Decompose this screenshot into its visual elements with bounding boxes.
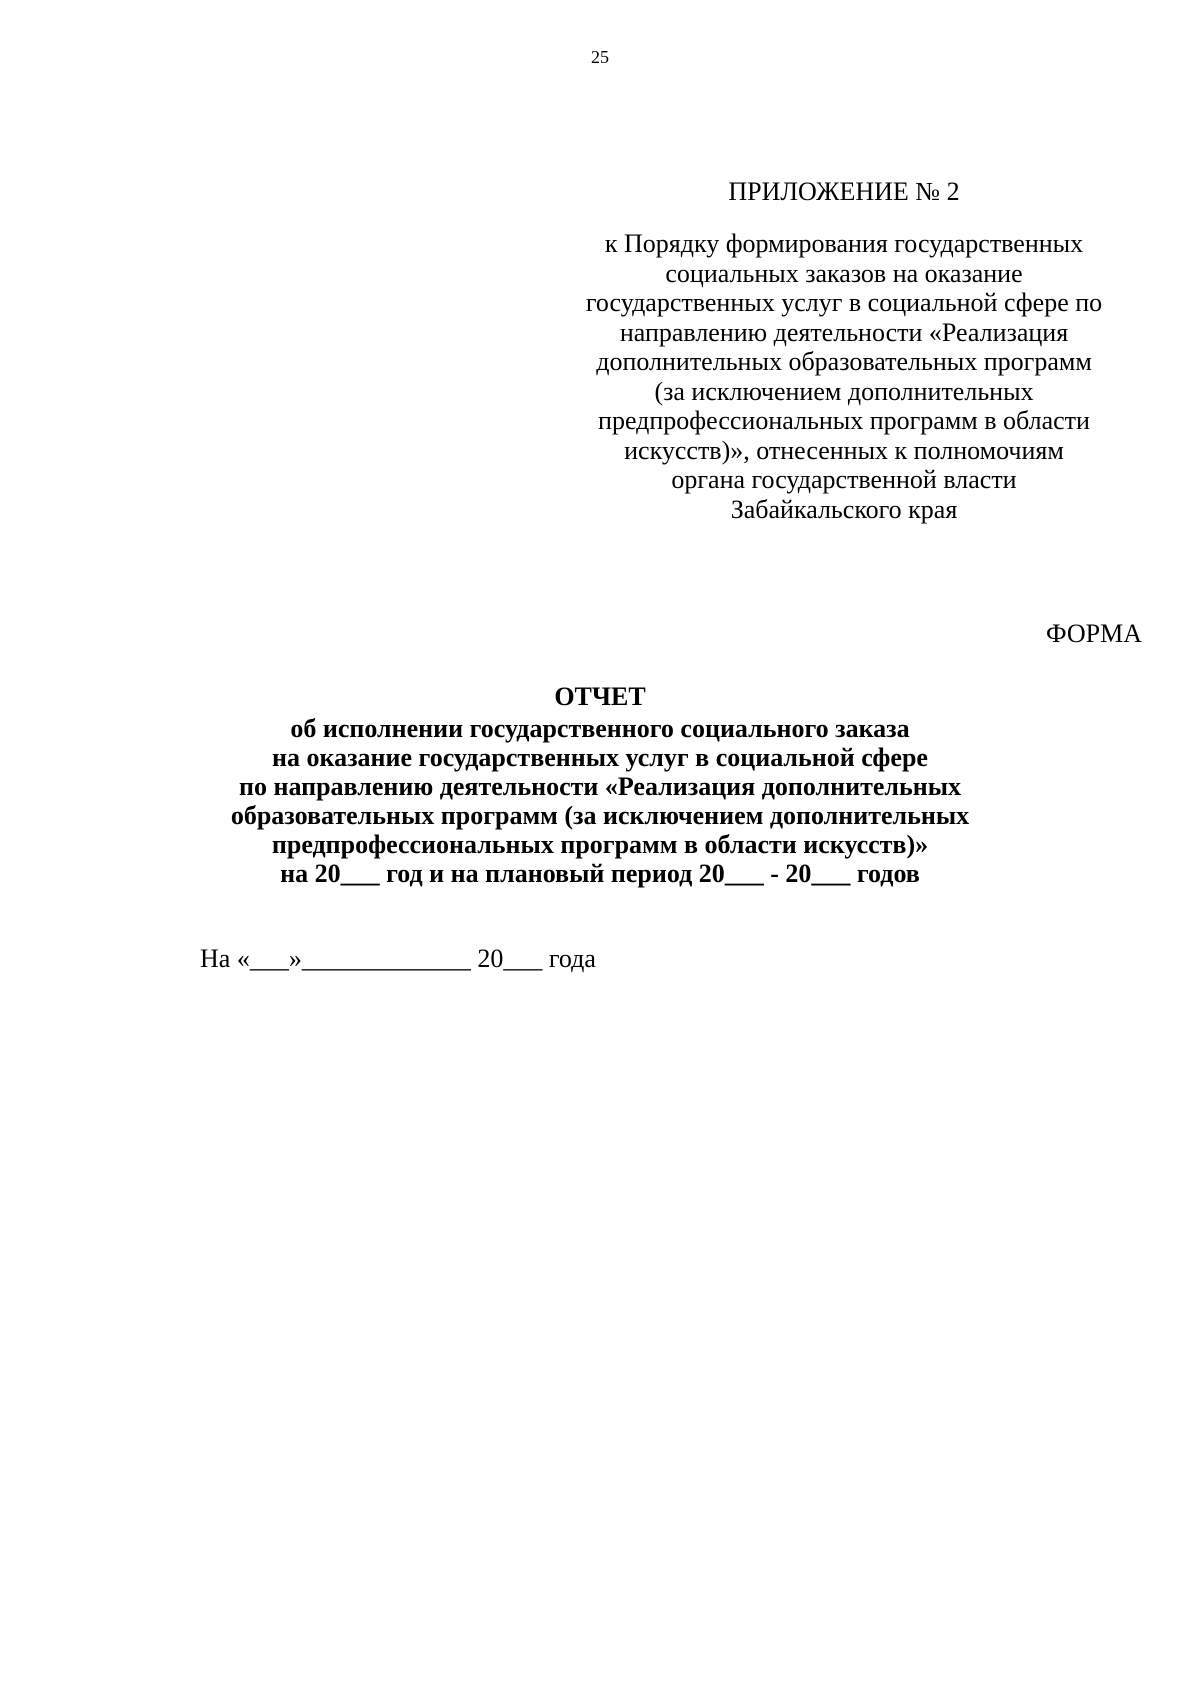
- appendix-title: ПРИЛОЖЕНИЕ № 2: [728, 177, 960, 206]
- appendix-line: дополнительных образовательных программ: [596, 347, 1092, 376]
- report-subtitle-line: образовательных программ (за исключением дополнительных: [230, 801, 970, 830]
- page-number: 25: [591, 47, 609, 67]
- report-date-line: На «___»_____________ 20___ года: [200, 944, 596, 973]
- report-period-line: на 20___ год и на плановый период 20___ - 20___ годов: [280, 859, 920, 888]
- report-subtitle-line: предпрофессиональных программ в области искусств)»: [271, 830, 929, 859]
- appendix-line: (за исключением дополнительных: [654, 376, 1034, 406]
- appendix-body: [564, 229, 1124, 524]
- appendix-line: Забайкальского края: [730, 494, 958, 524]
- appendix-line: к Порядку формирования государственных: [604, 229, 1084, 258]
- appendix-line: социальных заказов на оказание: [665, 258, 1023, 288]
- appendix-block: [564, 175, 1124, 524]
- report-subtitle-line: об исполнении государственного социального заказа: [290, 714, 910, 743]
- appendix-line: направлению деятельности «Реализация: [619, 317, 1069, 347]
- appendix-line: предпрофессиональных программ в области: [598, 406, 1090, 435]
- report-subtitle-line: на оказание государственных услуг в социальной сфере: [272, 743, 928, 772]
- appendix-line: органа государственной власти: [671, 465, 1017, 494]
- appendix-line: государственных услуг в социальной сфере по: [585, 288, 1103, 317]
- report-title: ОТЧЕТ: [554, 682, 646, 711]
- report-subtitle-line: по направлению деятельности «Реализация дополнительных: [238, 772, 961, 801]
- report-heading: [100, 680, 1100, 888]
- appendix-line: искусств)», отнесенных к полномочиям: [624, 435, 1064, 465]
- form-label: ФОРМА: [1046, 619, 1142, 648]
